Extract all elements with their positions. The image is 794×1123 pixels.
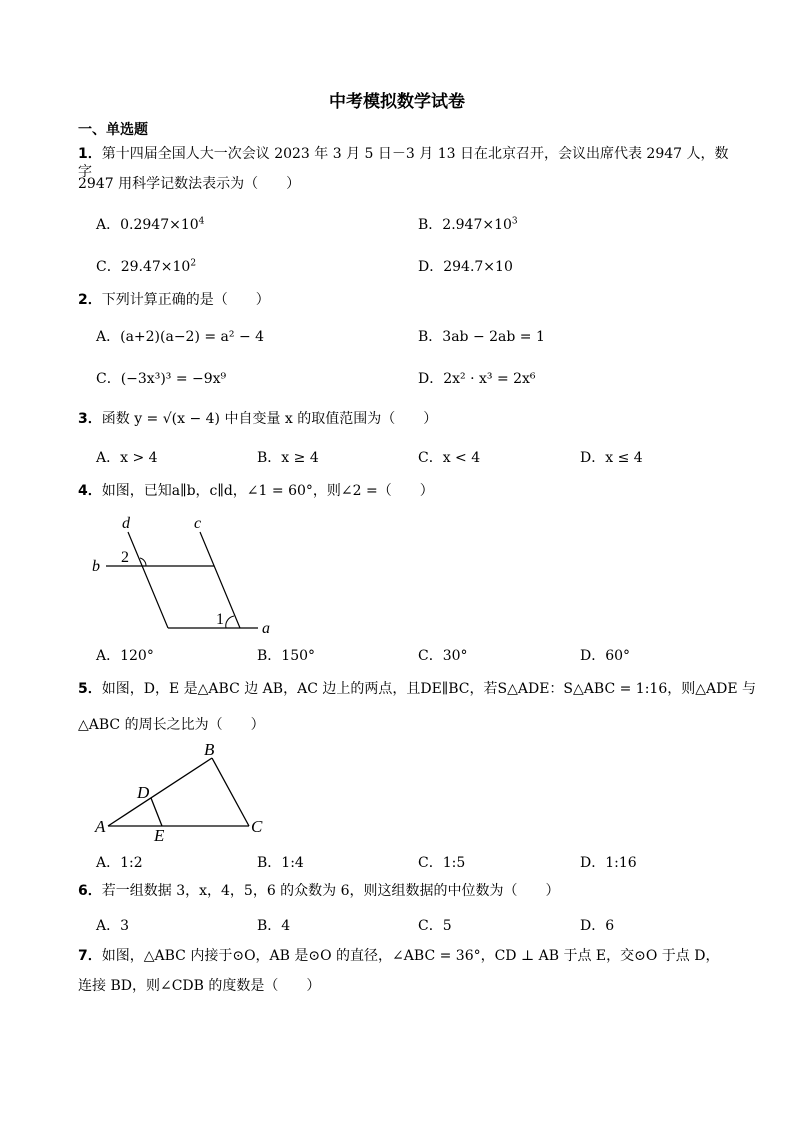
question-text: 第十四届全国人大一次会议 2023 年 3 月 5 日－3 月 13 日在北京召开，会议出席代表 2947 人，数字: [78, 146, 729, 180]
question-5: [78, 680, 758, 698]
segment-de: [151, 798, 162, 826]
option-b: B．x ≥ 4: [257, 450, 319, 466]
question-text: 如图，已知a∥b，c∥d，∠1 = 60°，则∠2 =（ ）: [101, 483, 434, 499]
label-point-a: A: [95, 817, 106, 836]
question-number: 5．: [78, 681, 102, 697]
label-point-d: D: [137, 783, 150, 802]
question-text: 下列计算正确的是（ ）: [101, 292, 270, 308]
option-b: B．150°: [257, 648, 316, 664]
option-a: A．120°: [96, 648, 154, 664]
option-c: C．$29.47\times 10^2$: [96, 258, 197, 275]
option-b: B．3ab − 2ab = 1: [418, 329, 545, 345]
question-2: [78, 291, 738, 309]
label-b: b: [92, 558, 100, 575]
line-d: [128, 532, 168, 628]
question-number: 6．: [78, 883, 102, 899]
label-a: a: [262, 620, 270, 637]
option-a: A．(a+2)(a−2) = a² − 4: [96, 329, 265, 345]
question-6: [78, 882, 738, 900]
label-point-b: B: [204, 740, 215, 759]
option-a: A．1:2: [96, 855, 143, 871]
parallel-lines-figure: [88, 512, 288, 640]
question-number: 2．: [78, 292, 102, 308]
question-text: 若一组数据 3，x，4，5，6 的众数为 6，则这组数据的中位数为（ ）: [101, 883, 560, 899]
question-3: [78, 410, 738, 428]
option-b: B．4: [257, 918, 291, 934]
angle-1-arc: [226, 616, 234, 628]
label-c: c: [194, 515, 202, 532]
option-c: C．30°: [418, 648, 468, 664]
label-angle-2: 2: [121, 549, 129, 566]
option-c: C．5: [418, 918, 452, 934]
question-1-line2: 2947 用科学记数法表示为（ ）: [78, 176, 301, 192]
question-5-line2: △ABC 的周长之比为（ ）: [78, 717, 265, 733]
question-number: 4．: [78, 483, 102, 499]
label-point-e: E: [154, 826, 165, 845]
side-bc: [212, 758, 249, 826]
question-text: 如图，△ABC 内接于⊙O，AB 是⊙O 的直径，∠ABC = 36°，CD ⊥ AB 于点 E，交⊙O 于点 D，: [101, 948, 720, 964]
question-4: [78, 482, 738, 500]
option-d: D．x ≤ 4: [580, 450, 643, 466]
option-d: D．60°: [580, 648, 631, 664]
side-ab: [108, 758, 212, 826]
triangle-figure: [92, 740, 272, 845]
section-heading: 一、单选题: [78, 122, 148, 138]
option-b: B．1:4: [257, 855, 304, 871]
question-text: 如图，D，E 是△ABC 边 AB，AC 边上的两点，且DE∥BC，若S△ADE：S△ABC = 1:16，则△ADE 与: [101, 681, 757, 697]
option-b: B．$2.947\times 10^3$: [418, 216, 518, 233]
option-a: A．$0.2947\times 10^4$: [96, 216, 205, 233]
label-point-c: C: [251, 817, 263, 836]
question-7-line2: 连接 BD，则∠CDB 的度数是（ ）: [78, 978, 321, 994]
option-c: C．x < 4: [418, 450, 481, 466]
question-number: 3．: [78, 411, 102, 427]
question-text: 函数 y = √(x − 4) 中自变量 x 的取值范围为（ ）: [101, 411, 438, 427]
option-d: D．1:16: [580, 855, 637, 871]
label-d: d: [122, 515, 130, 532]
option-c: C．(−3x³)³ = −9x⁹: [96, 371, 227, 387]
question-number: 7．: [78, 948, 102, 964]
question-number: 1．: [78, 146, 102, 162]
option-a: A．3: [96, 918, 130, 934]
page-title: 中考模拟数学试卷: [329, 92, 465, 112]
label-angle-1: 1: [216, 611, 224, 628]
option-c: C．1:5: [418, 855, 466, 871]
question-7: [78, 947, 758, 965]
option-d: D．294.7×10: [418, 259, 513, 275]
option-d: D．6: [580, 918, 615, 934]
option-a: A．x > 4: [96, 450, 158, 466]
option-d: D．2x² · x³ = 2x⁶: [418, 371, 536, 387]
